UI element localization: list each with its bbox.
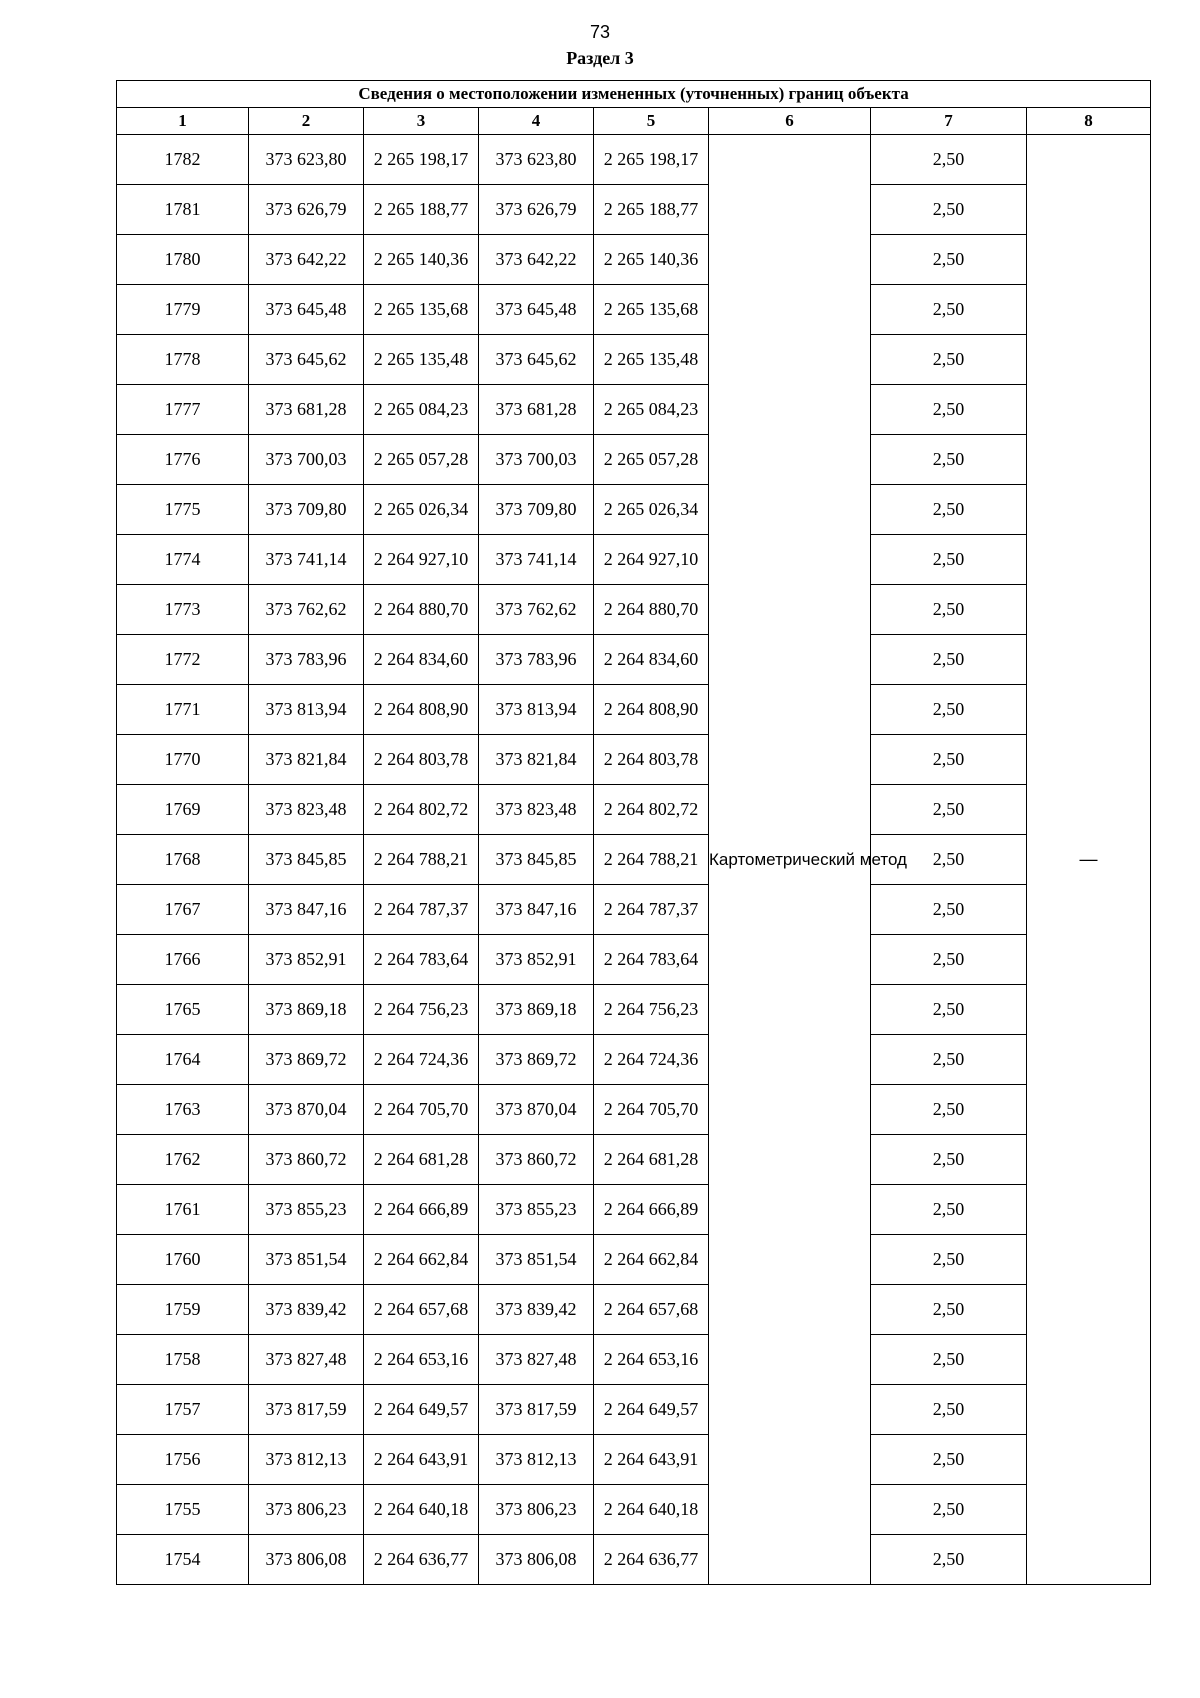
table-cell: 373 852,91 xyxy=(479,935,594,985)
table-cell: 2 264 803,78 xyxy=(594,735,709,785)
table-cell: 2,50 xyxy=(871,835,1027,885)
table-cell: 1770 xyxy=(117,735,249,785)
table-cell: 2 264 756,23 xyxy=(594,985,709,1035)
table-cell: 373 869,72 xyxy=(249,1035,364,1085)
table-cell: 373 645,62 xyxy=(479,335,594,385)
table-row xyxy=(117,435,1151,485)
table-cell: 1762 xyxy=(117,1135,249,1185)
table-cell: 2,50 xyxy=(871,885,1027,935)
table-cell: 2,50 xyxy=(871,735,1027,785)
table-cell: 1775 xyxy=(117,485,249,535)
table-row xyxy=(117,1235,1151,1285)
table-cell: 2 264 787,37 xyxy=(594,885,709,935)
table-cell: 1780 xyxy=(117,235,249,285)
table-cell: 373 645,62 xyxy=(249,335,364,385)
column-number-row xyxy=(117,108,1151,135)
table-row xyxy=(117,1435,1151,1485)
table-cell: 2 265 140,36 xyxy=(594,235,709,285)
table-row xyxy=(117,785,1151,835)
table-cell: 2 264 834,60 xyxy=(594,635,709,685)
table-row xyxy=(117,735,1151,785)
table-cell: 373 645,48 xyxy=(479,285,594,335)
table-row xyxy=(117,1085,1151,1135)
table-cell: 373 869,18 xyxy=(249,985,364,1035)
table-cell: 2,50 xyxy=(871,1435,1027,1485)
table-cell: 1754 xyxy=(117,1535,249,1585)
table-cell: 373 626,79 xyxy=(479,185,594,235)
table-cell: 2,50 xyxy=(871,1185,1027,1235)
table-cell: 373 860,72 xyxy=(249,1135,364,1185)
table-cell: 2 264 927,10 xyxy=(364,535,479,585)
table-cell: 373 813,94 xyxy=(479,685,594,735)
table-row xyxy=(117,285,1151,335)
table-cell: 373 817,59 xyxy=(479,1385,594,1435)
table-cell: 373 851,54 xyxy=(479,1235,594,1285)
column-number: 4 xyxy=(479,108,594,135)
column-number: 7 xyxy=(871,108,1027,135)
table-cell: 2 264 636,77 xyxy=(594,1535,709,1585)
table-cell: 2 264 802,72 xyxy=(364,785,479,835)
table-cell: 2 264 662,84 xyxy=(594,1235,709,1285)
page-number: 73 xyxy=(589,22,611,42)
table-row xyxy=(117,385,1151,435)
column-number: 1 xyxy=(117,108,249,135)
table-cell: 1774 xyxy=(117,535,249,585)
table-cell: 2,50 xyxy=(871,435,1027,485)
table-cell: 2 264 808,90 xyxy=(594,685,709,735)
table-cell: 373 700,03 xyxy=(479,435,594,485)
table-cell: 2,50 xyxy=(871,1485,1027,1535)
table-cell: 1756 xyxy=(117,1435,249,1485)
table-cell: 373 821,84 xyxy=(249,735,364,785)
table-cell: 1771 xyxy=(117,685,249,735)
table-cell: 2 265 084,23 xyxy=(364,385,479,435)
table-cell: 2 265 140,36 xyxy=(364,235,479,285)
table-cell: 373 852,91 xyxy=(249,935,364,985)
table-cell: 2 265 057,28 xyxy=(364,435,479,485)
table-cell: 373 623,80 xyxy=(249,135,364,185)
table-cell: 2 264 705,70 xyxy=(364,1085,479,1135)
table-cell: 2 264 803,78 xyxy=(364,735,479,785)
table-cell: 373 845,85 xyxy=(479,835,594,885)
column-number: 8 xyxy=(1027,108,1151,135)
table-row xyxy=(117,535,1151,585)
table-cell: 373 827,48 xyxy=(479,1335,594,1385)
table-cell: 1773 xyxy=(117,585,249,635)
table-cell: 2 264 653,16 xyxy=(364,1335,479,1385)
table-cell: 2,50 xyxy=(871,1535,1027,1585)
table-cell: 373 827,48 xyxy=(249,1335,364,1385)
table-cell: 2 265 135,48 xyxy=(364,335,479,385)
table-cell: 2 265 135,48 xyxy=(594,335,709,385)
table-cell: 1761 xyxy=(117,1185,249,1235)
table-cell: 373 847,16 xyxy=(479,885,594,935)
table-cell: 2,50 xyxy=(871,185,1027,235)
table-cell: 2,50 xyxy=(871,1285,1027,1335)
table-cell: 2 265 026,34 xyxy=(364,485,479,535)
table-cell: 373 741,14 xyxy=(249,535,364,585)
table-cell: 2,50 xyxy=(871,785,1027,835)
table-cell: 2,50 xyxy=(871,485,1027,535)
table-cell: 2,50 xyxy=(871,1385,1027,1435)
table-cell: 2 265 057,28 xyxy=(594,435,709,485)
table-cell: 373 681,28 xyxy=(479,385,594,435)
table-cell: 2 265 135,68 xyxy=(364,285,479,335)
table-cell: 373 855,23 xyxy=(479,1185,594,1235)
coordinates-table xyxy=(116,80,1151,1585)
table-cell: 1781 xyxy=(117,185,249,235)
table-cell: 1768 xyxy=(117,835,249,885)
table-row xyxy=(117,1035,1151,1085)
table-cell: 373 806,23 xyxy=(479,1485,594,1535)
table-row xyxy=(117,1335,1151,1385)
table-cell: 373 812,13 xyxy=(249,1435,364,1485)
table-cell: 2 264 783,64 xyxy=(594,935,709,985)
table-cell: 2 264 636,77 xyxy=(364,1535,479,1585)
table-cell: 373 870,04 xyxy=(249,1085,364,1135)
table-cell: 373 812,13 xyxy=(479,1435,594,1485)
table-cell: 2,50 xyxy=(871,1085,1027,1135)
table-cell: 1764 xyxy=(117,1035,249,1085)
table-row xyxy=(117,1385,1151,1435)
table-cell: 373 860,72 xyxy=(479,1135,594,1185)
table-row xyxy=(117,1135,1151,1185)
table-caption: Сведения о местоположении измененных (уточненных) границ объекта xyxy=(117,81,1151,108)
dash-cell: — xyxy=(1027,135,1151,1585)
table-cell: 2,50 xyxy=(871,135,1027,185)
table-cell: 2 264 788,21 xyxy=(364,835,479,885)
table-cell: 2,50 xyxy=(871,585,1027,635)
table-cell: 2,50 xyxy=(871,285,1027,335)
table-row xyxy=(117,485,1151,535)
table-cell: 2 265 198,17 xyxy=(364,135,479,185)
table-cell: 373 855,23 xyxy=(249,1185,364,1235)
table-cell: 373 645,48 xyxy=(249,285,364,335)
table-cell: 2 264 666,89 xyxy=(594,1185,709,1235)
column-number: 5 xyxy=(594,108,709,135)
table-row xyxy=(117,135,1151,185)
table-cell: 2 264 643,91 xyxy=(364,1435,479,1485)
table-row xyxy=(117,885,1151,935)
table-row xyxy=(117,1285,1151,1335)
table-cell: 373 709,80 xyxy=(479,485,594,535)
table-cell: 2 264 640,18 xyxy=(364,1485,479,1535)
table-cell: 2 264 788,21 xyxy=(594,835,709,885)
table-cell: 2,50 xyxy=(871,535,1027,585)
table-cell: 2 264 756,23 xyxy=(364,985,479,1035)
table-cell: 373 642,22 xyxy=(249,235,364,285)
table-cell: 373 709,80 xyxy=(249,485,364,535)
table-row xyxy=(117,835,1151,885)
table-cell: 2,50 xyxy=(871,335,1027,385)
table-cell: 2 264 649,57 xyxy=(364,1385,479,1435)
table-cell: 2,50 xyxy=(871,1135,1027,1185)
table-cell: 373 839,42 xyxy=(479,1285,594,1335)
table-cell: 1765 xyxy=(117,985,249,1035)
table-cell: 2 264 666,89 xyxy=(364,1185,479,1235)
table-cell: 2 264 649,57 xyxy=(594,1385,709,1435)
table-cell: 373 823,48 xyxy=(249,785,364,835)
table-cell: 2 264 787,37 xyxy=(364,885,479,935)
table-cell: 373 806,08 xyxy=(249,1535,364,1585)
table-row xyxy=(117,935,1151,985)
table-cell: 373 845,85 xyxy=(249,835,364,885)
table-cell: 2 264 705,70 xyxy=(594,1085,709,1135)
table-cell: 2 265 084,23 xyxy=(594,385,709,435)
table-cell: 373 823,48 xyxy=(479,785,594,835)
table-cell: 2,50 xyxy=(871,635,1027,685)
table-cell: 2 264 802,72 xyxy=(594,785,709,835)
table-cell: 373 806,08 xyxy=(479,1535,594,1585)
table-cell: 373 806,23 xyxy=(249,1485,364,1535)
table-cell: 373 642,22 xyxy=(479,235,594,285)
table-row xyxy=(117,635,1151,685)
table-cell: 2 264 662,84 xyxy=(364,1235,479,1285)
table-row xyxy=(117,1185,1151,1235)
table-cell: 1766 xyxy=(117,935,249,985)
table-cell: 2 264 834,60 xyxy=(364,635,479,685)
table-cell: 2 264 724,36 xyxy=(364,1035,479,1085)
table-row xyxy=(117,1535,1151,1585)
table-cell: 2 264 657,68 xyxy=(364,1285,479,1335)
table-cell: 1769 xyxy=(117,785,249,835)
table-cell: 2 264 657,68 xyxy=(594,1285,709,1335)
table-cell: 2 264 643,91 xyxy=(594,1435,709,1485)
table-cell: 1776 xyxy=(117,435,249,485)
column-number: 6 xyxy=(709,108,871,135)
table-cell: 2 264 640,18 xyxy=(594,1485,709,1535)
table-row xyxy=(117,585,1151,635)
table-cell: 2 265 188,77 xyxy=(364,185,479,235)
table-row xyxy=(117,685,1151,735)
table-cell: 2 265 135,68 xyxy=(594,285,709,335)
table-cell: 373 869,18 xyxy=(479,985,594,1035)
table-cell: 373 783,96 xyxy=(249,635,364,685)
table-cell: 2 264 681,28 xyxy=(594,1135,709,1185)
table-cell: 1757 xyxy=(117,1385,249,1435)
table-cell: 373 869,72 xyxy=(479,1035,594,1085)
table-row xyxy=(117,985,1151,1035)
table-cell: 1777 xyxy=(117,385,249,435)
table-cell: 373 700,03 xyxy=(249,435,364,485)
column-number: 2 xyxy=(249,108,364,135)
method-cell: Картометрический метод xyxy=(709,135,871,1585)
table-cell: 2,50 xyxy=(871,235,1027,285)
table-cell: 373 851,54 xyxy=(249,1235,364,1285)
table-cell: 2,50 xyxy=(871,1335,1027,1385)
table-cell: 373 741,14 xyxy=(479,535,594,585)
table-cell: 373 681,28 xyxy=(249,385,364,435)
table-cell: 2,50 xyxy=(871,1235,1027,1285)
table-cell: 2 265 188,77 xyxy=(594,185,709,235)
table-cell: 2 264 681,28 xyxy=(364,1135,479,1185)
table-cell: 373 762,62 xyxy=(249,585,364,635)
table-cell: 2 264 653,16 xyxy=(594,1335,709,1385)
table-cell: 2 265 026,34 xyxy=(594,485,709,535)
table-cell: 2,50 xyxy=(871,385,1027,435)
table-cell: 2 264 880,70 xyxy=(364,585,479,635)
table-cell: 373 839,42 xyxy=(249,1285,364,1335)
column-number: 3 xyxy=(364,108,479,135)
table-cell: 373 626,79 xyxy=(249,185,364,235)
table-cell: 373 817,59 xyxy=(249,1385,364,1435)
table-row xyxy=(117,235,1151,285)
table-cell: 2,50 xyxy=(871,1035,1027,1085)
table-row xyxy=(117,1485,1151,1535)
table-cell: 1760 xyxy=(117,1235,249,1285)
section-title: Раздел 3 xyxy=(566,48,634,68)
table-cell: 1772 xyxy=(117,635,249,685)
table-cell: 1763 xyxy=(117,1085,249,1135)
table-cell: 373 870,04 xyxy=(479,1085,594,1135)
table-cell: 2 264 880,70 xyxy=(594,585,709,635)
table-cell: 2 265 198,17 xyxy=(594,135,709,185)
table-cell: 1778 xyxy=(117,335,249,385)
table-cell: 2 264 808,90 xyxy=(364,685,479,735)
table-cell: 2 264 724,36 xyxy=(594,1035,709,1085)
table-cell: 373 762,62 xyxy=(479,585,594,635)
table-cell: 2,50 xyxy=(871,685,1027,735)
table-cell: 2,50 xyxy=(871,985,1027,1035)
table-cell: 373 847,16 xyxy=(249,885,364,935)
table-cell: 1779 xyxy=(117,285,249,335)
table-cell: 1759 xyxy=(117,1285,249,1335)
table-cell: 2,50 xyxy=(871,935,1027,985)
table-cell: 373 783,96 xyxy=(479,635,594,685)
table-cell: 2 264 783,64 xyxy=(364,935,479,985)
table-cell: 373 623,80 xyxy=(479,135,594,185)
table-row xyxy=(117,335,1151,385)
table-cell: 1782 xyxy=(117,135,249,185)
table-cell: 1758 xyxy=(117,1335,249,1385)
table-cell: 2 264 927,10 xyxy=(594,535,709,585)
table-cell: 1767 xyxy=(117,885,249,935)
table-cell: 373 813,94 xyxy=(249,685,364,735)
table-body xyxy=(117,135,1151,1585)
table-row xyxy=(117,185,1151,235)
table-cell: 1755 xyxy=(117,1485,249,1535)
table-cell: 373 821,84 xyxy=(479,735,594,785)
